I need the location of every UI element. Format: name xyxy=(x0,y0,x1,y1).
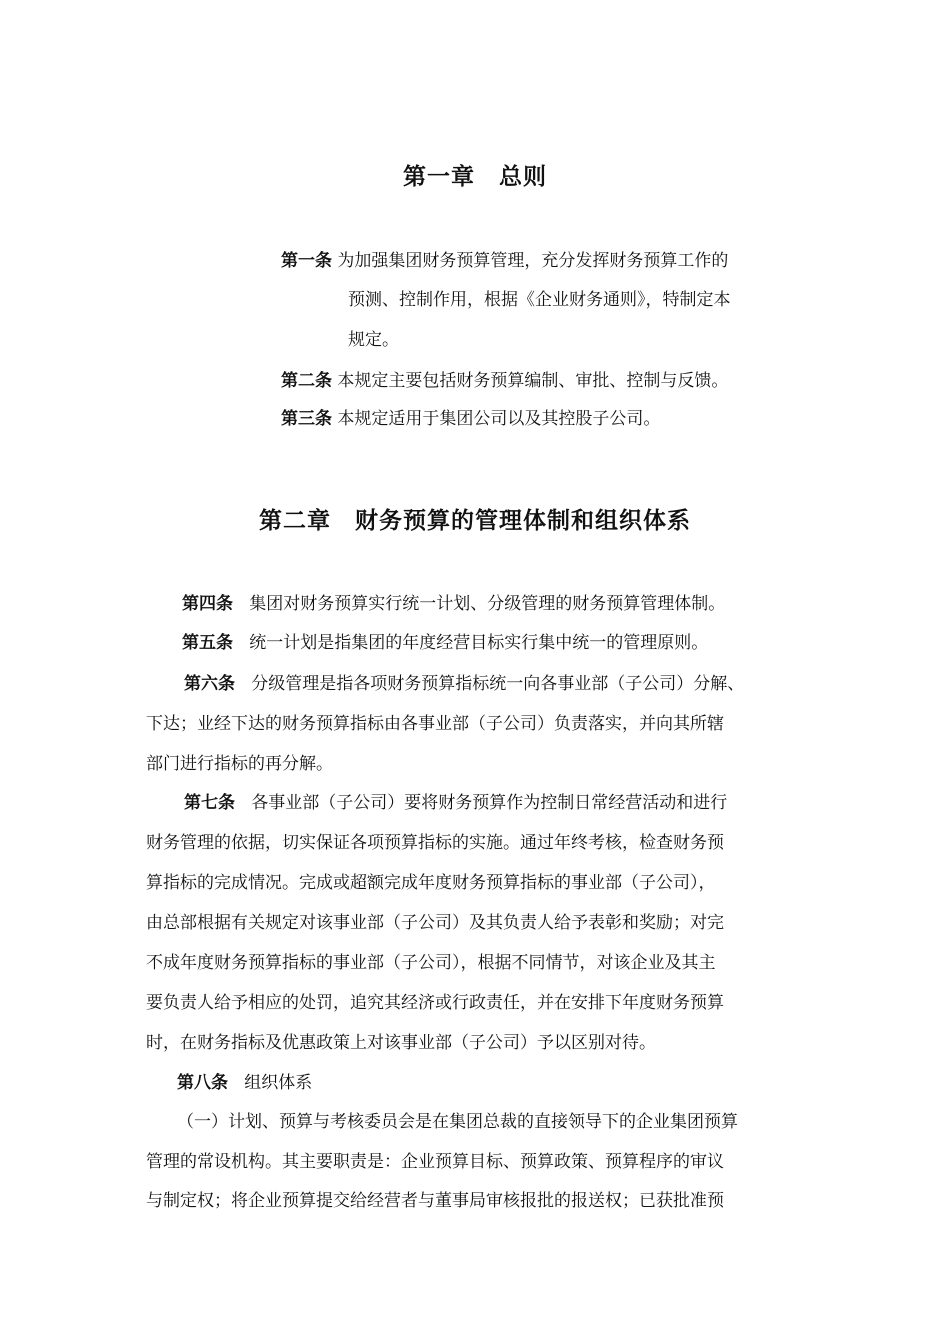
chapter-1-title: 第一章 总则 xyxy=(403,164,547,190)
article-6-line-3: 部门进行指标的再分解。 xyxy=(146,754,333,774)
paragraph-1-line-3: 与制定权；将企业预算提交给经营者与董事局审核报批的报送权；已获批准预 xyxy=(146,1191,724,1211)
paragraph-1-line-2: 管理的常设机构。其主要职责是：企业预算目标、预算政策、预算程序的审议 xyxy=(146,1152,724,1172)
article-5-text: 统一计划是指集团的年度经营目标实行集中统一的管理原则。 xyxy=(249,633,709,653)
article-6-label: 第六条 xyxy=(184,674,235,694)
article-7-line-4: 由总部根据有关规定对该事业部（子公司）及其负责人给予表彰和奖励；对完 xyxy=(146,913,724,933)
article-7-text: 各事业部（子公司）要将财务预算作为控制日常经营活动和进行 xyxy=(251,793,728,813)
article-1-line-2: 预测、控制作用，根据《企业财务通则》，特制定本 xyxy=(348,290,731,310)
article-4-text: 集团对财务预算实行统一计划、分级管理的财务预算管理体制。 xyxy=(249,594,726,614)
article-7-line-7: 时，在财务指标及优惠政策上对该事业部（子公司）予以区别对待。 xyxy=(146,1033,656,1053)
article-3 xyxy=(281,407,660,431)
article-2 xyxy=(281,369,728,393)
article-7-line-2: 财务管理的依据，切实保证各项预算指标的实施。通过年终考核，检查财务预 xyxy=(146,833,724,853)
article-8-label: 第八条 xyxy=(177,1073,228,1093)
article-6-line-1 xyxy=(184,672,744,696)
article-6-text: 分级管理是指各项财务预算指标统一向各事业部（子公司）分解、 xyxy=(251,674,745,694)
article-7-line-1 xyxy=(184,791,727,815)
article-7-line-5: 不成年度财务预算指标的事业部（子公司），根据不同情节，对该企业及其主 xyxy=(146,953,716,973)
article-7-line-3: 算指标的完成情况。完成或超额完成年度财务预算指标的事业部（子公司）， xyxy=(146,873,716,893)
article-5-label: 第五条 xyxy=(182,633,233,653)
article-7-label: 第七条 xyxy=(184,793,235,813)
article-1-label: 第一条 xyxy=(281,251,332,271)
paragraph-1-line-1: （一）计划、预算与考核委员会是在集团总裁的直接领导下的企业集团预算 xyxy=(177,1112,738,1132)
article-1-line-1 xyxy=(281,249,728,273)
article-7-line-6: 要负责人给予相应的处罚，追究其经济或行政责任，并在安排下年度财务预算 xyxy=(146,993,724,1013)
article-2-label: 第二条 xyxy=(281,371,332,391)
article-1-line-3: 规定。 xyxy=(348,330,399,350)
article-3-text: 本规定适用于集团公司以及其控股子公司。 xyxy=(337,409,661,429)
article-6-line-2: 下达；业经下达的财务预算指标由各事业部（子公司）负责落实，并向其所辖 xyxy=(146,714,724,734)
article-3-label: 第三条 xyxy=(281,409,332,429)
chapter-2-title: 第二章 财务预算的管理体制和组织体系 xyxy=(259,508,691,534)
article-8 xyxy=(177,1071,312,1095)
article-4 xyxy=(182,592,725,616)
article-1-text: 为加强集团财务预算管理，充分发挥财务预算工作的 xyxy=(337,251,729,271)
article-2-text: 本规定主要包括财务预算编制、审批、控制与反馈。 xyxy=(337,371,729,391)
article-5 xyxy=(182,631,708,655)
article-8-text: 组织体系 xyxy=(244,1073,313,1093)
article-4-label: 第四条 xyxy=(182,594,233,614)
